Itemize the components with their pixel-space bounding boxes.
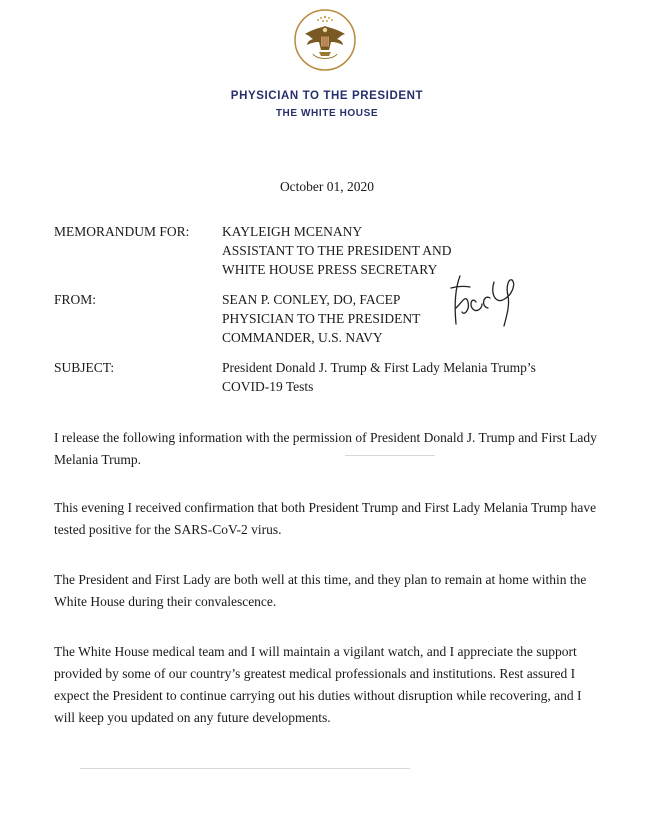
memo-from-sender xyxy=(222,290,602,347)
body-paragraph: The President and First Lady are both well at this time, and they plan to remain at home within the White House during their convalescence. xyxy=(54,572,587,609)
subject-line1: President Donald J. Trump & First Lady Melania Trump’s xyxy=(222,360,536,375)
subject-line2: COVID-19 Tests xyxy=(222,379,314,394)
letterhead-title: PHYSICIAN TO THE PRESIDENT xyxy=(230,90,424,102)
body-paragraph: This evening I received confirmation that both President Trump and First Lady Melania Trump have tested positive for the SARS-CoV-2 virus. xyxy=(54,500,597,537)
sender-title: PHYSICIAN TO THE PRESIDENT xyxy=(222,311,421,326)
recipient-title-line1: ASSISTANT TO THE PRESIDENT AND xyxy=(222,243,452,258)
memo-date: October 01, 2020 xyxy=(279,179,375,194)
sender-rank: COMMANDER, U.S. NAVY xyxy=(222,330,383,345)
handwritten-signature-icon xyxy=(446,272,526,330)
scan-artifact xyxy=(345,455,435,456)
letterhead-subtitle: THE WHITE HOUSE xyxy=(275,108,379,119)
memo-for-recipient xyxy=(222,222,602,279)
memo-for-label: MEMORANDUM FOR: xyxy=(54,224,190,239)
memo-subject-text xyxy=(222,358,602,396)
memo-subject-label: SUBJECT: xyxy=(54,360,115,375)
scan-artifact xyxy=(80,768,410,769)
sender-name: SEAN P. CONLEY, DO, FACEP xyxy=(222,292,401,307)
memo-from-label: FROM: xyxy=(54,292,97,307)
body-paragraph: The White House medical team and I will maintain a vigilant watch, and I appreciate the support provided by some of our country’s greatest medical professionals and institutions. Rest assured I expect the President to continue carrying out his duties without disruption while recovering, and I will keep you updated on any future developments. xyxy=(54,644,582,725)
eagle-seal-icon xyxy=(293,8,357,72)
recipient-name: KAYLEIGH MCENANY xyxy=(222,224,363,239)
recipient-title-line2: WHITE HOUSE PRESS SECRETARY xyxy=(222,262,438,277)
body-paragraph: I release the following information with the permission of President Donald J. Trump and First Lady Melania Trump. xyxy=(54,430,597,467)
